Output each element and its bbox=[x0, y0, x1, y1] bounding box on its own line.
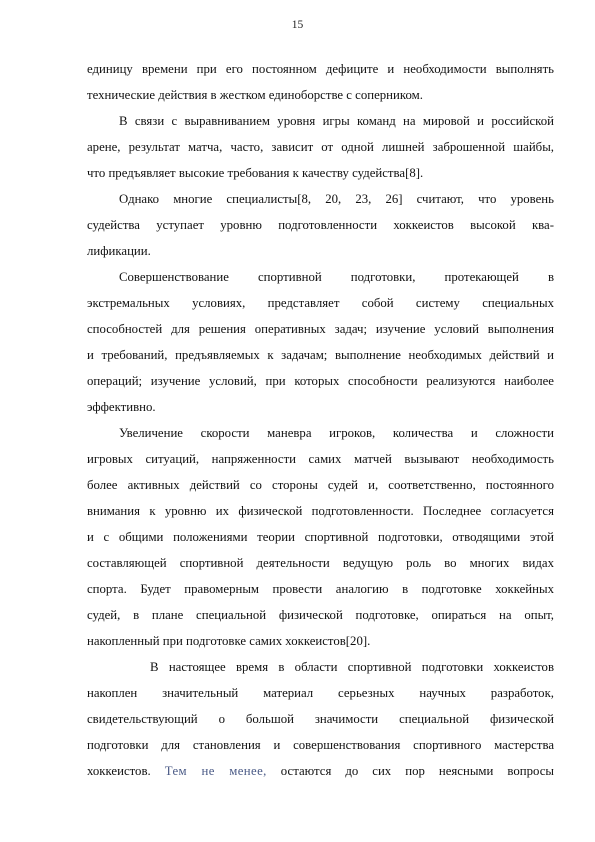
text-line: судейства уступает уровню подготовленности хоккеистов высокой ква- bbox=[87, 218, 554, 232]
text-line: более активных действий со стороны судей и, соответственно, постоянного bbox=[87, 478, 554, 492]
text-line: операций; изучение условий, при которых способности реализуются наиболее bbox=[87, 374, 554, 388]
text-line: спорта. Будет правомерным провести аналогию в подготовке хоккейных bbox=[87, 582, 554, 596]
paragraph-first-line: Совершенствование спортивной подготовки, протекающей в bbox=[119, 270, 554, 284]
text-line: внимания к уровню их физической подготовленности. Последнее согласуется bbox=[87, 504, 554, 518]
text-line: накопленный при подготовке самих хоккеистов[20]. bbox=[87, 634, 371, 648]
text-span: остаются до сих пор неясными вопросы bbox=[266, 764, 554, 778]
text-line: подготовки для становления и совершенствования спортивного мастерства bbox=[87, 738, 554, 752]
text-line: эффективно. bbox=[87, 400, 156, 414]
text-line: технические действия в жестком единоборстве с соперником. bbox=[87, 88, 423, 102]
text-line: способностей для решения оперативных задач; изучение условий выполнения bbox=[87, 322, 554, 336]
text-line: свидетельствующий о большой значимости специальной физической bbox=[87, 712, 554, 726]
paragraph-first-line: Однако многие специалисты[8, 20, 23, 26] считают, что уровень bbox=[119, 192, 554, 206]
text-line: игровых ситуаций, напряженности самих матчей вызывают необходимость bbox=[87, 452, 554, 466]
text-line: экстремальных условиях, представляет собой систему специальных bbox=[87, 296, 554, 310]
paragraph-first-line: В связи с выравниванием уровня игры команд на мировой и российской bbox=[119, 114, 554, 128]
text-line: единицу времени при его постоянном дефиците и необходимости выполнять bbox=[87, 62, 554, 76]
text-line-last bbox=[87, 763, 554, 780]
text-line: арене, результат матча, часто, зависит от одной лишней заброшенной шайбы, bbox=[87, 140, 554, 154]
text-line: и требований, предъявляемых к задачам; выполнение необходимых действий и bbox=[87, 348, 554, 362]
text-line: и с общими положениями теории спортивной подготовки, отводящими этой bbox=[87, 530, 554, 544]
paragraph-first-line: В настоящее время в области спортивной подготовки хоккеистов bbox=[150, 660, 554, 674]
text-line: составляющей спортивной деятельности ведущую роль во многих видах bbox=[87, 556, 554, 570]
page-number: 15 bbox=[291, 19, 304, 31]
accent-text-span: Тем не менее, bbox=[164, 764, 267, 778]
text-line: судей, в плане специальной физической подготовке, опираться на опыт, bbox=[87, 608, 554, 622]
text-line: лификации. bbox=[87, 244, 151, 258]
paragraph-first-line: Увеличение скорости маневра игроков, количества и сложности bbox=[119, 426, 554, 440]
text-span: хоккеистов. bbox=[87, 764, 165, 778]
text-line: что предъявляет высокие требования к качеству судейства[8]. bbox=[87, 166, 424, 180]
text-line: накоплен значительный материал серьезных научных разработок, bbox=[87, 686, 554, 700]
